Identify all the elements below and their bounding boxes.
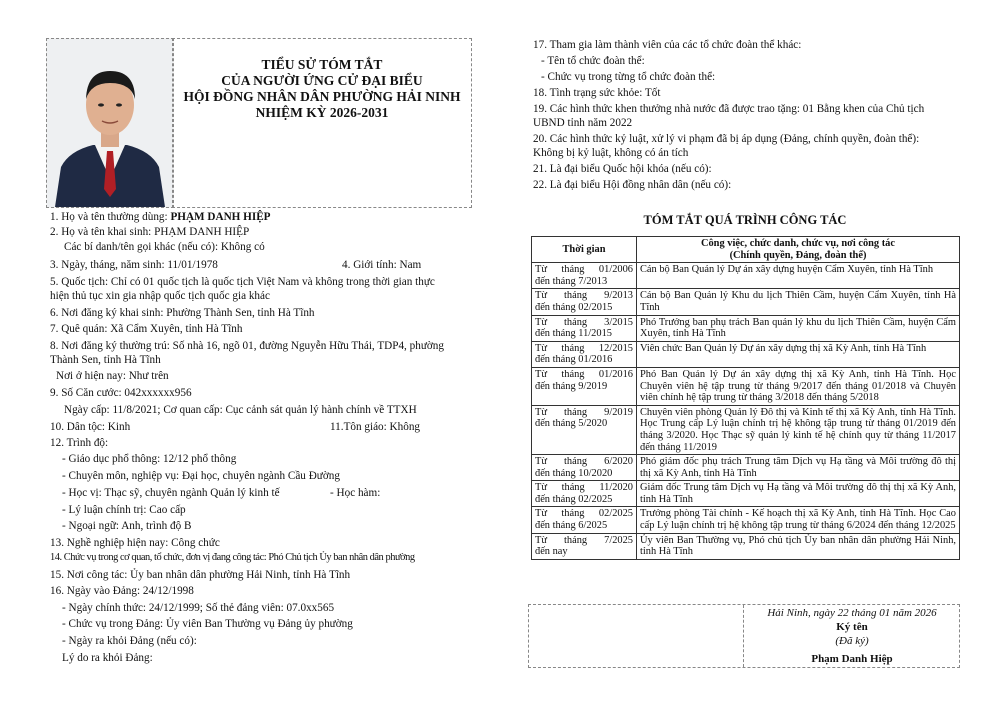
field-1 xyxy=(50,210,271,224)
portrait-illustration xyxy=(47,39,173,207)
work-description-cell: Cán bộ Ban Quản lý Dự án xây dựng huyện Cẩm Xuyên, tỉnh Hà Tĩnh xyxy=(637,263,960,289)
work-description-cell: Trưởng phòng Tài chính - Kế hoạch thị xã Kỳ Anh, tỉnh Hà Tĩnh. Học Cao cấp Lý luận chính trị hệ không tập trung từ tháng 6/2024 đến tháng 12/2025 xyxy=(637,507,960,533)
field-1-label: 1. Họ và tên thường dùng: xyxy=(50,211,171,223)
field-8-line-2: Thành Sen, tỉnh Hà Tĩnh xyxy=(50,354,161,366)
field-1-value: PHẠM DANH HIỆP xyxy=(170,211,271,223)
work-description-cell: Phó Ban Quản lý Dự án xây dựng thị xã Kỳ Anh, tỉnh Hà Tĩnh. Học Chuyên viên hệ tập trung từ tháng 9/2017 đến tháng 01/2018 và Chuyên viên chính hệ tập trung từ tháng 3/2018 đến tháng 5/2018 xyxy=(637,367,960,405)
field-20-line-1: 20. Các hình thức kỷ luật, xử lý vi phạm đã bị áp dụng (Đảng, chính quyền, đoàn thể): xyxy=(533,133,920,145)
work-history-row xyxy=(532,481,960,507)
work-period-end: đến tháng 6/2025 xyxy=(535,520,608,532)
work-period-start: Từ tháng 12/2015 xyxy=(535,342,633,354)
signature-blank-cell xyxy=(529,605,744,667)
field-15: 15. Nơi công tác: Ủy ban nhân dân phường Hải Ninh, tỉnh Hà Tĩnh xyxy=(50,569,351,581)
work-period-cell xyxy=(532,481,637,507)
field-6: 6. Nơi đăng ký khai sinh: Phường Thành Sen, tỉnh Hà Tĩnh xyxy=(50,307,315,319)
work-period-start: Từ tháng 11/2020 xyxy=(535,482,633,494)
work-history-table xyxy=(531,236,960,560)
field-14: 14. Chức vụ trong cơ quan, tổ chức, đơn vị đang công tác: Phó Chủ tịch Ủy ban nhân dân phường xyxy=(50,552,415,563)
signature-label: Ký tên xyxy=(836,621,868,633)
work-history-row xyxy=(532,405,960,454)
work-history-row xyxy=(532,315,960,341)
header-time: Thời gian xyxy=(532,237,637,263)
work-period-cell xyxy=(532,315,637,341)
field-12-language: - Ngoại ngữ: Anh, trình độ B xyxy=(62,520,192,532)
field-11: 11.Tôn giáo: Không xyxy=(330,421,421,433)
field-12: 12. Trình độ: xyxy=(50,437,109,449)
field-3: 3. Ngày, tháng, năm sinh: 11/01/1978 xyxy=(50,259,218,271)
work-history-row xyxy=(532,341,960,367)
work-period-cell xyxy=(532,341,637,367)
work-description-cell: Ủy viên Ban Thường vụ, Phó chủ tịch Ủy ban nhân dân phường Hải Ninh, tỉnh Hà Tĩnh xyxy=(637,533,960,559)
field-9: 9. Số Căn cước: 042xxxxxx956 xyxy=(50,387,192,399)
work-description-cell: Phó giám đốc phụ trách Trung tâm Dịch vụ Hạ tầng và Môi trường đô thị thị xã Kỳ Anh, tỉnh Hà Tĩnh xyxy=(637,455,960,481)
work-period-start: Từ tháng 6/2020 xyxy=(535,456,633,468)
work-period-end: đến tháng 11/2015 xyxy=(535,328,612,340)
work-period-cell xyxy=(532,367,637,405)
work-description-cell: Phó Trưởng ban phụ trách Ban quản lý khu du lịch Thiên Cầm, huyện Cẩm Xuyên, tỉnh Hà Tĩnh xyxy=(637,315,960,341)
work-period-start: Từ tháng 01/2016 xyxy=(535,368,633,380)
field-10: 10. Dân tộc: Kinh xyxy=(50,421,131,433)
title-line-1: TIỂU SỬ TÓM TẮT xyxy=(261,57,383,72)
signature-name: Phạm Danh Hiệp xyxy=(811,653,893,665)
title-box xyxy=(172,38,472,208)
work-period-start: Từ tháng 9/2013 xyxy=(535,290,633,302)
field-8-current: Nơi ở hiện nay: Như trên xyxy=(56,370,169,382)
work-period-cell xyxy=(532,263,637,289)
signature-box xyxy=(528,604,960,668)
work-period-end: đến tháng 02/2015 xyxy=(535,301,613,313)
header-work-line-2: (Chính quyền, Đảng, đoàn thể) xyxy=(729,249,867,261)
field-2: 2. Họ và tên khai sinh: PHẠM DANH HIỆP xyxy=(50,226,250,238)
field-12-general: - Giáo dục phổ thông: 12/12 phổ thông xyxy=(62,453,237,465)
field-5-line-2: hiện thủ tục xin gia nhập quốc tịch quốc gia khác xyxy=(50,290,270,302)
signature-signed-note: (Đã ký) xyxy=(835,635,869,647)
work-history-row xyxy=(532,533,960,559)
header-work-line-1: Công việc, chức danh, chức vụ, nơi công tác xyxy=(700,238,895,249)
header-work xyxy=(637,237,960,263)
portrait-photo xyxy=(46,38,174,208)
work-history-row xyxy=(532,507,960,533)
field-19-line-1: 19. Các hình thức khen thưởng nhà nước đã được trao tặng: 01 Bằng khen của Chủ tịch xyxy=(533,103,925,115)
work-period-cell xyxy=(532,405,637,454)
field-4: 4. Giới tính: Nam xyxy=(342,259,422,271)
work-period-start: Từ tháng 01/2006 xyxy=(535,264,633,276)
title-line-4: NHIỆM KỲ 2026-2031 xyxy=(255,105,389,120)
work-history-row xyxy=(532,455,960,481)
field-13: 13. Nghề nghiệp hiện nay: Công chức xyxy=(50,537,220,549)
field-9-issue: Ngày cấp: 11/8/2021; Cơ quan cấp: Cục cảnh sát quản lý hành chính về TTXH xyxy=(64,404,417,416)
field-17-position: - Chức vụ trong từng tổ chức đoàn thể: xyxy=(541,71,716,83)
field-12-title: - Học hàm: xyxy=(330,487,381,499)
field-5-line-1: 5. Quốc tịch: Chỉ có 01 quốc tịch là quốc tịch Việt Nam và không trong thời gian thực xyxy=(50,276,435,288)
work-history-row xyxy=(532,367,960,405)
field-17: 17. Tham gia làm thành viên của các tổ chức đoàn thể khác: xyxy=(533,39,802,51)
field-8-line-1: 8. Nơi đăng ký thường trú: Số nhà 16, ngõ 01, đường Nguyễn Hữu Thái, TDP4, phường xyxy=(50,340,444,352)
field-20-line-2: Không bị kỷ luật, không có án tích xyxy=(533,147,689,159)
field-21: 21. Là đại biểu Quốc hội khóa (nếu có): xyxy=(533,163,712,175)
work-period-cell xyxy=(532,455,637,481)
title-line-2: CỦA NGƯỜI ỨNG CỬ ĐẠI BIỂU xyxy=(221,73,423,88)
field-22: 22. Là đại biểu Hội đồng nhân dân (nếu có): xyxy=(533,179,732,191)
field-7: 7. Quê quán: Xã Cẩm Xuyên, tỉnh Hà Tĩnh xyxy=(50,323,243,335)
work-period-start: Từ tháng 3/2015 xyxy=(535,316,633,328)
field-16-party-position: - Chức vụ trong Đảng: Ủy viên Ban Thường vụ Đảng ủy phường xyxy=(62,618,353,630)
work-period-start: Từ tháng 9/2019 xyxy=(535,406,633,418)
work-history-title: TÓM TẮT QUÁ TRÌNH CÔNG TÁC xyxy=(643,213,847,227)
work-description-cell: Viên chức Ban Quản lý Dự án xây dựng thị xã Kỳ Anh, tỉnh Hà Tĩnh xyxy=(637,341,960,367)
field-19-line-2: UBND tỉnh năm 2022 xyxy=(533,117,633,129)
work-period-end: đến tháng 02/2025 xyxy=(535,493,613,505)
work-period-cell xyxy=(532,289,637,315)
field-16-leave-reason: Lý do ra khỏi Đảng: xyxy=(62,652,153,664)
work-period-end: đến tháng 5/2020 xyxy=(535,418,608,430)
work-history-row xyxy=(532,289,960,315)
work-period-cell xyxy=(532,507,637,533)
field-17-org: - Tên tổ chức đoàn thể: xyxy=(541,55,645,67)
work-period-start: Từ tháng 7/2025 xyxy=(535,534,633,546)
work-period-end: đến tháng 9/2019 xyxy=(535,380,608,392)
work-period-end: đến tháng 10/2020 xyxy=(535,467,613,479)
work-description-cell: Giám đốc Trung tâm Dịch vụ Hạ tầng và Môi trường đô thị thị xã Kỳ Anh, tỉnh Hà Tĩnh xyxy=(637,481,960,507)
work-period-end: đến tháng 01/2016 xyxy=(535,354,613,366)
work-description-cell: Cán bộ Ban Quản lý Khu du lịch Thiên Cầm, huyện Cẩm Xuyên, tỉnh Hà Tĩnh xyxy=(637,289,960,315)
work-period-end: đến tháng 7/2013 xyxy=(535,275,608,287)
field-18: 18. Tình trạng sức khỏe: Tốt xyxy=(533,87,661,99)
field-12-specialty: - Chuyên môn, nghiệp vụ: Đại học, chuyên ngành Cầu Đường xyxy=(62,470,340,482)
work-period-cell xyxy=(532,533,637,559)
work-history-header-row xyxy=(532,237,960,263)
field-2-alias: Các bí danh/tên gọi khác (nếu có): Không có xyxy=(64,241,265,253)
field-16-official: - Ngày chính thức: 24/12/1999; Số thẻ đảng viên: 07.0xx565 xyxy=(62,602,335,614)
work-period-start: Từ tháng 02/2025 xyxy=(535,508,633,520)
field-16: 16. Ngày vào Đảng: 24/12/1998 xyxy=(50,585,194,597)
field-12-degree: - Học vị: Thạc sỹ, chuyên ngành Quản lý kinh tế xyxy=(62,487,280,499)
field-12-political: - Lý luận chính trị: Cao cấp xyxy=(62,504,186,516)
work-description-cell: Chuyên viên phòng Quản lý Đô thị và Kinh tế thị xã Kỳ Anh, tỉnh Hà Tĩnh. Học Trung cấp Lý luận chính trị hệ không tập trung từ tháng 01/2019 đến tháng 3/2020. Học Thạc sỹ quản lý kinh tế hệ chính quy từ tháng 11/2017 đến tháng 11/2019 xyxy=(637,405,960,454)
field-16-leave-date: - Ngày ra khỏi Đảng (nếu có): xyxy=(62,635,197,647)
work-history-row xyxy=(532,263,960,289)
work-period-end: đến nay xyxy=(535,546,568,558)
signature-place-date: Hải Ninh, ngày 22 tháng 01 năm 2026 xyxy=(767,607,937,619)
title-line-3: HỘI ĐỒNG NHÂN DÂN PHƯỜNG HẢI NINH xyxy=(183,89,461,104)
